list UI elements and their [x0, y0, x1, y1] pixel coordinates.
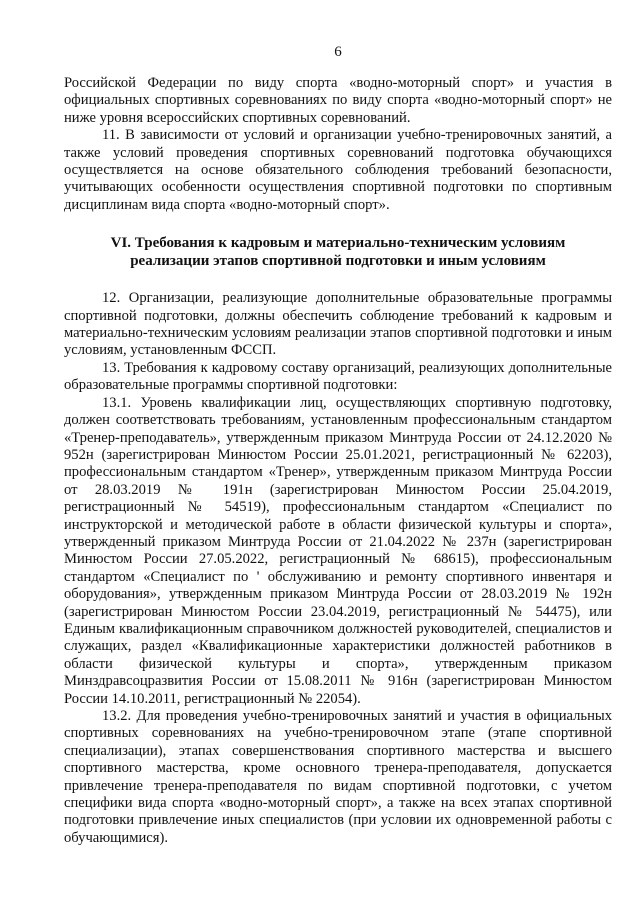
section-heading-line-1: VI. Требования к кадровым и материально-техническим условиям — [110, 235, 566, 252]
section-heading — [64, 234, 612, 270]
paragraph-12: 12. Организации, реализующие дополнительные образовательные программы спортивной подготовки, должны обеспечить соблюдение требований к кадровым и материально-техническим условиям реализации этапов спортивной подготовки и иным условиям, установленным ФССП. — [64, 290, 612, 359]
paragraph-continuation: Российской Федерации по виду спорта «водно-моторный спорт» и участия в официальных спортивных соревнованиях по виду спорта «водно-моторный спорт» не ниже уровня всероссийских спортивных соревнований. — [64, 75, 612, 126]
paragraph-11: 11. В зависимости от условий и организации учебно-тренировочных занятий, а также условий проведения спортивных соревнований подготовка обучающихся осуществляется на основе обязательного соблюдения требований безопасности, учитывающих особенности осуществления спортивной подготовки по спортивным дисциплинам вида спорта «водно-моторный спорт». — [64, 127, 612, 213]
paragraph-13: 13. Требования к кадровому составу организаций, реализующих дополнительные образовательные программы спортивной подготовки: — [64, 359, 612, 394]
paragraph-13-1: 13.1. Уровень квалификации лиц, осуществляющих спортивную подготовку, должен соответствовать требованиям, установленным профессиональным стандартом «Тренер-преподаватель», утвержденным приказом Минтруда России от 24.12.2020 № 952н (зарегистрирован Минюстом России 25.01.2021, регистрационный № 62203), профессиональным стандартом «Тренер», утвержденным приказом Минтруда России от 28.03.2019 № 191н (зарегистрирован Минюстом России 25.04.2019, регистрационный № 54519), профессиональным стандартом «Специалист по инструкторской и методической работе в области физической культуры и спорта», утвержденный приказом Минтруда России от 21.04.2022 № 237н (зарегистрирован Минюстом России 27.05.2022, регистрационный № 68615), профессиональным стандартом «Специалист по ' обслуживанию и ремонту спортивного инвентаря и оборудования», утвержденным приказом Минтруда России от 28.03.2019 № 192н (зарегистрирован Минюстом России 23.04.2019, регистрационный № 54475), или Единым квалификационным справочником должностей руководителей, специалистов и служащих, раздел «Квалификационные характеристики должностей работников в области физической культуры и спорта», утвержденным приказом Минздравсоцразвития России от 15.08.2011 № 916н (зарегистрирован Минюстом России 14.10.2011, регистрационный № 22054). — [64, 394, 612, 707]
section-heading-line-2: реализации этапов спортивной подготовки и иным условиям — [130, 253, 546, 270]
page-number: 6 — [334, 44, 342, 60]
paragraph-13-2: 13.2. Для проведения учебно-тренировочных занятий и участия в официальных спортивных соревнованиях на учебно-тренировочном этапе (этапе спортивной специализации), этапах совершенствования спортивного мастерства и высшего спортивного мастерства, кроме основного тренера-преподавателя, допускается привлечение тренера-преподавателя по видам спортивной подготовки, с учетом специфики вида спорта «водно-моторный спорт», а также на всех этапах спортивной подготовки привлечение иных специалистов (при условии их одновременной работы с обучающимися). — [64, 708, 612, 846]
